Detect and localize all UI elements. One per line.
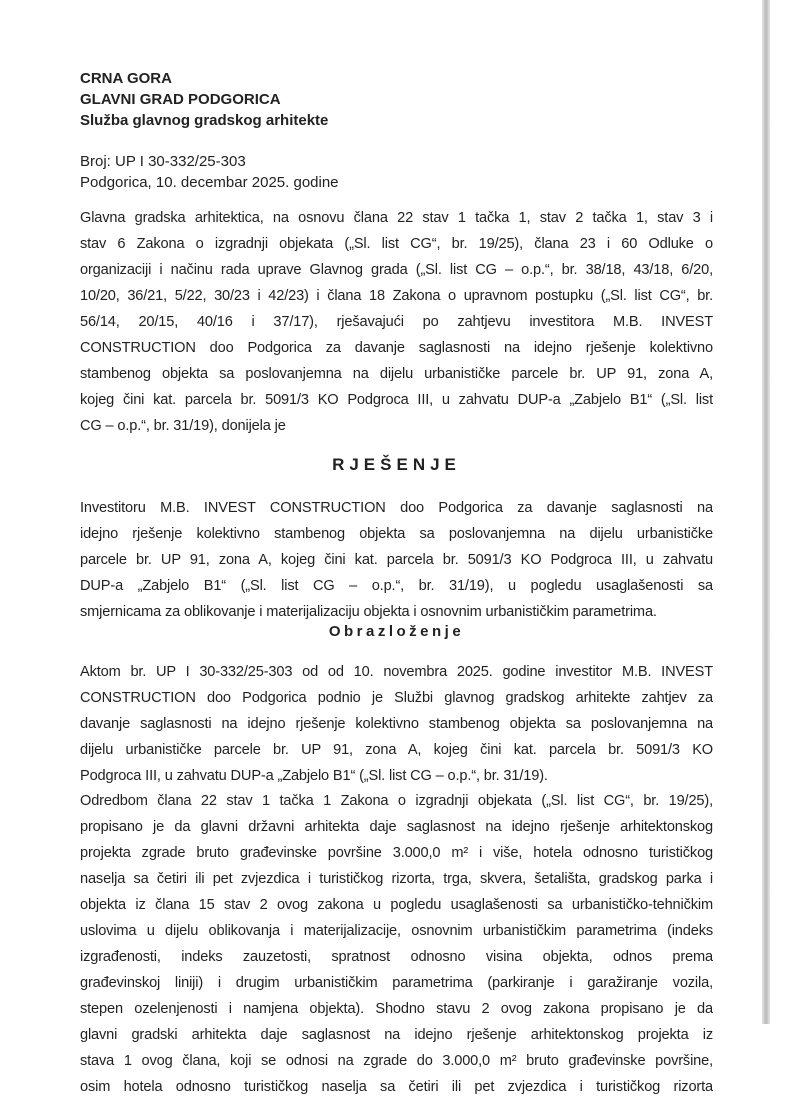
office-name: Služba glavnog gradskog arhitekte: [80, 112, 329, 129]
letterhead: [80, 68, 713, 131]
text-line: stambenog objekta sa poslovanjemna na dijelu urbanističke parcele br. UP 91, zona A,: [80, 366, 713, 382]
text-line: dijelu urbanističke parcele br. UP 91, zona A, kojeg čini kat. parcela br. 5091/3 KO: [80, 742, 713, 758]
text-line: CONSTRUCTION doo Podgorica podnio je Službi glavnog gradskog arhitekte zahtjev za: [80, 690, 713, 706]
text-line: osim hotela odnosno turističkog naselja sa četiri ili pet zvjezdica i turističkog rizorta: [80, 1079, 713, 1095]
text-line: parcele br. UP 91, zona A, kojeg čini kat. parcela br. 5091/3 KO Podgroca III, u zahvatu: [80, 552, 713, 568]
text-line: idejno rješenje kolektivno stambenog objekta sa poslovanjemna na dijelu urbanističke: [80, 526, 713, 542]
intro-paragraph: [80, 205, 713, 439]
text-line: CG – o.p.“, br. 31/19), donijela je: [80, 418, 286, 434]
text-line: Aktom br. UP I 30-332/25-303 od od 10. novembra 2025. godine investitor M.B. INVEST: [80, 664, 713, 680]
reasoning-paragraph-2: [80, 788, 713, 1100]
reasoning-paragraph-1: [80, 659, 713, 789]
text-line: 10/20, 36/21, 5/22, 30/23 i 42/23) i člana 18 Zakona o upravnom postupku („Sl. list CG“, br.: [80, 288, 713, 304]
text-line: Podgroca III, u zahvatu DUP-a „Zabjelo B1“ („Sl. list CG – o.p.“, br. 31/19).: [80, 768, 548, 784]
city-name: GLAVNI GRAD PODGORICA: [80, 91, 281, 108]
text-line: kojeg čini kat. parcela br. 5091/3 KO Podgroca III, u zahvatu DUP-a „Zabjelo B1“ („Sl. list: [80, 392, 713, 408]
text-line: naselja sa četiri ili pet zvjezdica i turističkog rizorta, trga, skvera, šetališta, gradskog parka i: [80, 871, 713, 887]
text-line: Investitoru M.B. INVEST CONSTRUCTION doo Podgorica za davanje saglasnosti na: [80, 500, 713, 516]
text-line: objekta iz člana 15 stav 2 ovog zakona u pogledu usaglašenosti sa urbanističko-tehničkim: [80, 897, 713, 913]
text-line: građevinskoj liniji) i drugim urbanističkim parametrima (parkiranje i garažiranje vozila,: [80, 975, 713, 991]
text-line: davanje saglasnosti na idejno rješenje kolektivno stambenog objekta sa poslovanjemna na: [80, 716, 713, 732]
decision-paragraph: [80, 495, 713, 625]
text-line: smjernicama za oblikovanje i materijalizaciju objekta i osnovnim urbanističkim parametrima.: [80, 604, 657, 620]
text-line: stepen ozelenjenosti i namjena objekta). Shodno stavu 2 ovog zakona propisano je da: [80, 1001, 713, 1017]
text-line: 56/14, 20/15, 40/16 i 37/17), rješavajući po zahtjevu investitora M.B. INVEST: [80, 314, 713, 330]
text-line: stava 1 ovog člana, koji se odnosi na zgrade do 3.000,0 m² bruto građevinske površine,: [80, 1053, 713, 1069]
text-line: organizaciji i načinu rada uprave Glavnog grada („Sl. list CG – o.p.“, br. 38/18, 43/18, 6/20,: [80, 262, 713, 278]
text-line: DUP-a „Zabjelo B1“ („Sl. list CG – o.p.“, br. 31/19), u pogledu usaglašenosti sa: [80, 578, 713, 594]
decision-title: RJEŠENJE: [332, 455, 461, 474]
text-line: projekta zgrade bruto građevinske površine 3.000,0 m² i više, hotela odnosno turističkog: [80, 845, 713, 861]
reasoning-title: Obrazloženje: [328, 623, 465, 640]
document-number: Broj: UP I 30-332/25-303: [80, 153, 246, 170]
document-meta: [80, 151, 713, 193]
text-line: uslovima u dijelu oblikovanja i materijalizacije, osnovnim urbanističkim parametrima (indeks: [80, 923, 713, 939]
document-date: Podgorica, 10. decembar 2025. godine: [80, 174, 339, 191]
text-line: propisano je da glavni državni arhitekta daje saglasnost na idejno rješenje arhitektonskog: [80, 819, 713, 835]
text-line: glavni gradski arhitekta daje saglasnost na idejno rješenje arhitektonskog projekta iz: [80, 1027, 713, 1043]
country-name: CRNA GORA: [80, 70, 172, 87]
text-line: stav 6 Zakona o izgradnji objekata („Sl. list CG“, br. 19/25), člana 23 i 60 Odluke o: [80, 236, 713, 252]
text-line: CONSTRUCTION doo Podgorica za davanje saglasnosti na idejno rješenje kolektivno: [80, 340, 713, 356]
text-line: izgrađenosti, indeks zauzetosti, spratnost odnosno visina objekta, odnos prema: [80, 949, 713, 965]
text-line: Glavna gradska arhitektica, na osnovu člana 22 stav 1 tačka 1, stav 2 tačka 1, stav 3 i: [80, 210, 713, 226]
text-line: Odredbom člana 22 stav 1 tačka 1 Zakona o izgradnji objekata („Sl. list CG“, br. 19/25),: [80, 793, 713, 809]
scan-edge: [762, 0, 770, 1024]
